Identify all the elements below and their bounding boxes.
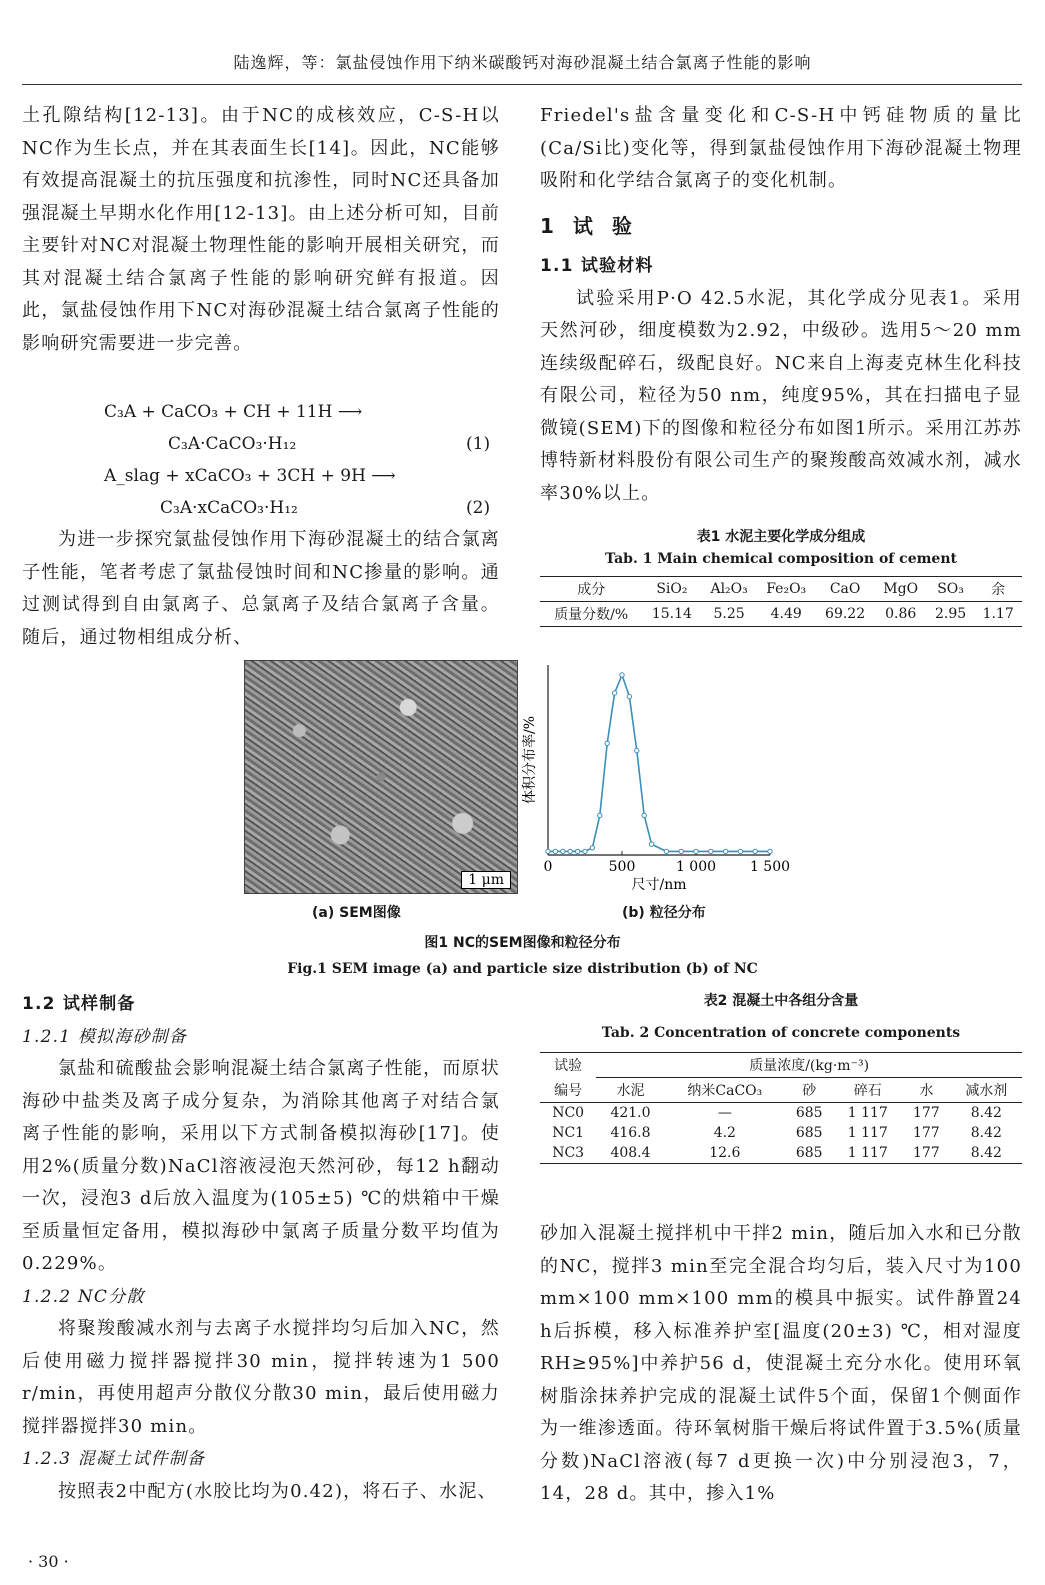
data-point [620, 673, 624, 677]
data-point [627, 694, 631, 698]
table-1-header-cell: CaO [829, 581, 861, 597]
equation-2-number: (2) [466, 498, 491, 518]
table-2-cell: 421.0 [610, 1105, 651, 1121]
data-point [642, 813, 646, 817]
right-column-bottom [540, 1218, 1022, 1511]
section-1-2-heading: 1.2 试样制备 [22, 994, 136, 1014]
section-1-2-2-heading: 1.2.2 NC分散 [22, 1286, 145, 1307]
sea-sand-paragraph: 氯盐和硫酸盐会影响混凝土结合氯离子性能，而原状海砂中盐类及离子成分复杂，为消除其他离子对结合氯离子性能的影响，采用以下方式制备模拟海砂[17]。使用2%(质量分数)NaCl溶液浸泡天然河砂，每12 h翻动一次，浸泡3 d后放入温度为(105±5) ℃的烘箱中干燥至质量恒定备用，模拟海砂中氯离子质量分数平均值为0.229%。 [22, 1058, 500, 1274]
table-1-header-cell: SiO₂ [656, 581, 688, 597]
table-2-cell: — [717, 1105, 732, 1121]
table-1-value-cell: 0.86 [885, 606, 917, 622]
table-2-column-header: 纳米CaCO₃ [687, 1083, 763, 1099]
table-2-caption-cn: 表2 混凝土中各组分含量 [703, 993, 859, 1009]
running-header: 陆逸辉，等：氯盐侵蚀作用下纳米碳酸钙对海砂混凝土结合氯离子性能的影响 [233, 53, 812, 72]
data-point [694, 849, 698, 853]
left-column-para2 [22, 524, 500, 654]
concrete-prep-paragraph: 按照表2中配方(水胶比均为0.42)，将石子、水泥、 [58, 1480, 497, 1502]
table-2-cell: 8.42 [970, 1125, 1002, 1141]
data-point [568, 849, 572, 853]
left-column-top [22, 100, 500, 360]
table-row [540, 1123, 1022, 1143]
table-2-column-header: 减水剂 [965, 1083, 1008, 1099]
data-point [605, 741, 609, 745]
table-1-grid [540, 576, 1022, 627]
table-2-cell: 8.42 [970, 1145, 1002, 1161]
page-number: · 30 · [28, 1552, 69, 1571]
section-1-2-1-heading: 1.2.1 模拟海砂制备 [22, 1026, 188, 1047]
figure-1b-caption: (b) 粒径分布 [622, 905, 706, 921]
data-point [612, 691, 616, 695]
data-point [649, 842, 653, 846]
table-2-column-header: 水泥 [616, 1083, 645, 1099]
table-1-header-cell: 成分 [577, 582, 606, 598]
y-axis-label: 体积分布率/% [522, 715, 538, 805]
table-2-grid [540, 1052, 1022, 1164]
table-2-cell: NC1 [552, 1125, 585, 1141]
x-tick-label: 1 500 [749, 859, 791, 875]
data-point [553, 849, 557, 853]
equation-1-line1: C₃A + CaCO₃ + CH + 11H ⟶ [104, 402, 363, 422]
x-tick-label: 500 [608, 859, 636, 875]
nc-dispersion-paragraph: 将聚羧酸减水剂与去离子水搅拌均匀后加入NC，然后使用磁力搅拌器搅拌30 min，搅拌转速为1 500 r/min，再使用超声分散仪分散30 min，最后使用磁力搅拌器搅拌30 min。 [22, 1318, 500, 1437]
data-point [598, 813, 602, 817]
table-1-value-cell: 质量分数/% [554, 607, 629, 623]
figure-1-caption-cn: 图1 NC的SEM图像和粒径分布 [424, 935, 621, 951]
table-row [540, 1143, 1022, 1164]
scale-bar: 1 μm [461, 871, 511, 889]
table-1-caption-cn: 表1 水泥主要化学成分组成 [696, 529, 866, 545]
table-2-cell: 12.6 [709, 1145, 741, 1161]
data-point [753, 849, 757, 853]
table-2-column-header: 水 [919, 1083, 934, 1099]
figure-1-caption-en: Fig.1 SEM image (a) and particle size distribution (b) of NC [287, 961, 758, 977]
table-2-caption-en: Tab. 2 Concentration of concrete components [601, 1025, 961, 1041]
table-2-column-header: 砂 [802, 1083, 817, 1099]
table-2-cell: 177 [912, 1105, 940, 1121]
table-2-group-header: 质量浓度/(kg·m⁻³) [596, 1053, 1022, 1078]
data-point [768, 849, 772, 853]
data-point [546, 849, 550, 853]
table-2 [540, 990, 1022, 1164]
table-row [540, 1103, 1022, 1124]
table-2-column-header: 碎石 [853, 1083, 882, 1099]
table-1-header-cell: Fe₂O₃ [766, 581, 807, 597]
research-purpose-paragraph: 为进一步探究氯盐侵蚀作用下海砂混凝土的结合氯离子性能，笔者考虑了氯盐侵蚀时间和NC掺量的影响。通过测试得到自由氯离子、总氯离子及结合氯离子含量。随后，通过物相组成分析、 [22, 529, 500, 648]
table-1-header-cell: Al₂O₃ [710, 581, 748, 597]
table-1-caption-en: Tab. 1 Main chemical composition of cement [605, 551, 957, 567]
concrete-prep-continued: 砂加入混凝土搅拌机中干拌2 min，随后加入水和已分散的NC，搅拌3 min至完全混合均匀后，装入尺寸为100 mm×100 mm×100 mm的模具中振实。试件静置24 h后拆模，移入标准养护室[温度(20±3) ℃，相对湿度RH≥95%]中养护56 d，使混凝土充分水化。使用环氧树脂涂抹养护完成的混凝土试件5个面，保留1个侧面作为一维渗透面。待环氧树脂干燥后将试件置于3.5%(质量分数)NaCl溶液(每7 d更换一次)中分别浸泡3，7，14，28 d。其中，掺入1% [540, 1223, 1022, 1504]
section-1-2-3-heading: 1.2.3 混凝土试件制备 [22, 1449, 206, 1469]
data-point [679, 849, 683, 853]
table-2-cell: 1 117 [847, 1145, 888, 1161]
data-point [635, 748, 639, 752]
table-2-id-header-2: 编号 [554, 1082, 583, 1099]
data-point [738, 849, 742, 853]
table-1-value-cell: 2.95 [934, 606, 967, 622]
right-column-top [540, 100, 1022, 510]
table-2-cell: 177 [912, 1125, 940, 1141]
series-line [548, 675, 770, 851]
section-1-heading: 1 试 验 [540, 213, 638, 238]
data-point [664, 849, 668, 853]
table-2-cell: 685 [795, 1105, 823, 1121]
table-1-value-cell: 5.25 [713, 606, 745, 622]
table-2-cell: 416.8 [610, 1125, 651, 1141]
sem-image [244, 660, 518, 894]
table-2-cell: NC3 [552, 1145, 585, 1161]
intro-paragraph: 土孔隙结构[12-13]。由于NC的成核效应，C-S-H以NC作为生长点，并在其表面生长[14]。因此，NC能够有效提高混凝土的抗压强度和抗渗性，同时NC还具备加强混凝土早期水化作用[12-13]。由上述分析可知，目前主要针对NC对混凝土物理性能的影响开展相关研究，而其对混凝土结合氯离子性能的影响研究鲜有报道。因此，氯盐侵蚀作用下NC对海砂混凝土结合氯离子性能的影响研究需要进一步完善。 [22, 105, 500, 354]
data-point [723, 849, 727, 853]
table-1-value-cell: 69.22 [825, 606, 866, 622]
table-1-header-cell: SO₃ [937, 581, 964, 597]
x-axis-label: 尺寸/nm [631, 877, 687, 893]
data-point [575, 849, 579, 853]
table-2-cell: 685 [795, 1145, 823, 1161]
table-1-value-cell: 15.14 [651, 606, 692, 622]
table-1-value-cell: 1.17 [982, 606, 1014, 622]
table-2-cell: 8.42 [970, 1105, 1002, 1121]
table-1 [540, 526, 1022, 627]
data-point [590, 846, 594, 850]
table-2-id-header: 试验 [554, 1058, 583, 1075]
header-rule [22, 84, 1022, 85]
data-point [709, 849, 713, 853]
data-point [561, 849, 565, 853]
table-1-value-cell: 4.49 [770, 606, 802, 622]
x-tick-label: 0 [543, 859, 553, 875]
table-1-header-cell: 余 [991, 582, 1006, 598]
equation-2-line2: C₃A·xCaCO₃·H₁₂ [160, 498, 298, 518]
table-2-cell: 1 117 [847, 1105, 888, 1121]
materials-paragraph: 试验采用P·O 42.5水泥，其化学成分见表1。采用天然河砂，细度模数为2.92，中级砂。选用5～20 mm连续级配碎石，级配良好。NC来自上海麦克林生化科技有限公司，粒径为50 nm，纯度95%，其在扫描电子显微镜(SEM)下的图像和粒径分布如图1所示。采用江苏苏博特新材料股份有限公司生产的聚羧酸高效减水剂，减水率30%以上。 [540, 287, 1022, 504]
table-2-cell: 685 [795, 1125, 823, 1141]
data-point [583, 849, 587, 853]
mechanism-paragraph: Friedel's盐含量变化和C-S-H中钙硅物质的量比(Ca/Si比)变化等，得到氯盐侵蚀作用下海砂混凝土物理吸附和化学结合氯离子的变化机制。 [540, 105, 1022, 191]
x-tick-label: 1 000 [675, 859, 717, 875]
section-1-1-heading: 1.1 试验材料 [540, 256, 654, 276]
table-2-cell: NC0 [552, 1105, 585, 1121]
table-2-cell: 1 117 [847, 1125, 888, 1141]
table-1-header-cell: MgO [883, 581, 919, 597]
particle-size-chart [520, 655, 810, 900]
equation-2-line1: A_slag + xCaCO₃ + 3CH + 9H ⟶ [104, 466, 396, 486]
table-2-cell: 4.2 [713, 1125, 736, 1141]
table-2-cell: 408.4 [610, 1145, 651, 1161]
equation-1-line2: C₃A·CaCO₃·H₁₂ [168, 434, 297, 454]
table-2-cell: 177 [912, 1145, 940, 1161]
equation-1-number: (1) [466, 434, 491, 454]
left-column-bottom [22, 988, 500, 1508]
figure-1a-caption: (a) SEM图像 [312, 905, 401, 921]
